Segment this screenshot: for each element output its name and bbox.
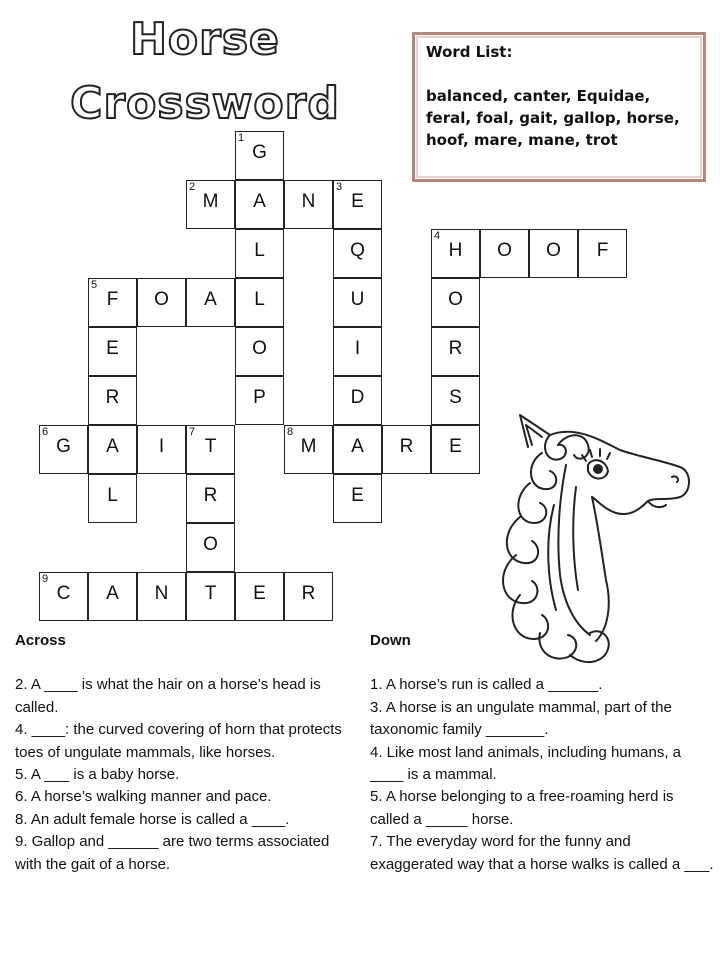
- cell-number: 3: [336, 181, 343, 193]
- cell-letter: E: [449, 436, 462, 457]
- crossword-cell: [333, 376, 382, 425]
- cell-letter: O: [546, 240, 561, 261]
- crossword-cell: [284, 572, 333, 621]
- across-clue: 2. A ____ is what the hair on a horse’s head is called.: [15, 676, 321, 716]
- cell-letter: L: [107, 485, 118, 506]
- cell-letter: N: [154, 583, 169, 604]
- cell-letter: M: [202, 191, 219, 212]
- crossword-cell: [88, 474, 137, 523]
- cell-letter: G: [56, 436, 71, 457]
- cell-letter: O: [252, 338, 267, 359]
- cell-letter: R: [301, 583, 316, 604]
- cell-letter: P: [253, 387, 266, 408]
- across-clue: 9. Gallop and ______ are two terms associated with the gait of a horse.: [15, 833, 330, 873]
- crossword-cell: [529, 229, 578, 278]
- down-clue: 3. A horse is an ungulate mammal, part of the taxonomic family _______.: [370, 698, 672, 739]
- cell-letter: F: [106, 289, 119, 310]
- cell-letter: E: [106, 338, 119, 359]
- cell-number: 1: [238, 132, 245, 144]
- cell-letter: G: [252, 142, 267, 163]
- cell-letter: E: [351, 191, 364, 212]
- cell-letter: F: [596, 240, 609, 261]
- cell-letter: R: [448, 338, 463, 359]
- crossword-cell: [333, 425, 382, 474]
- cell-letter: O: [154, 289, 169, 310]
- crossword-cell: [431, 327, 480, 376]
- crossword-cell: [137, 425, 186, 474]
- crossword-cell: [235, 327, 284, 376]
- cell-number: 4: [434, 230, 441, 242]
- cell-letter: U: [350, 289, 365, 310]
- crossword-cell: [431, 425, 480, 474]
- crossword-cell: [88, 327, 137, 376]
- crossword-cell: [333, 229, 382, 278]
- cell-letter: R: [203, 485, 218, 506]
- cell-letter: I: [354, 338, 361, 359]
- crossword-cell: [333, 474, 382, 523]
- down-clues: [370, 630, 715, 876]
- crossword-cell: [137, 572, 186, 621]
- crossword-cell: [480, 229, 529, 278]
- cell-letter: E: [253, 583, 266, 604]
- cell-letter: A: [253, 191, 266, 212]
- cell-number: 6: [42, 426, 49, 438]
- cell-letter: R: [105, 387, 120, 408]
- cell-letter: A: [106, 583, 119, 604]
- across-clue: 6. A horse’s walking manner and pace.: [15, 788, 272, 806]
- cell-letter: C: [56, 583, 71, 604]
- cell-letter: D: [350, 387, 365, 408]
- down-clue: 4. Like most land animals, including humans, a ____ is a mammal.: [370, 743, 682, 784]
- cell-letter: R: [399, 436, 414, 457]
- crossword-cell: [235, 180, 284, 229]
- cell-number: 7: [189, 426, 196, 438]
- horse-head-icon: [480, 405, 710, 665]
- down-clue: 7. The everyday word for the funny and exaggerated way that a horse walks is called a ___.: [370, 833, 714, 873]
- cell-number: 5: [91, 279, 98, 291]
- across-clues: [15, 630, 360, 876]
- down-clue: 5. A horse belonging to a free-roaming herd is called a _____ horse.: [370, 788, 674, 828]
- title-line-2: Crossword: [70, 78, 340, 129]
- cell-number: 9: [42, 573, 49, 585]
- crossword-cell: [431, 278, 480, 327]
- cell-letter: O: [448, 289, 463, 310]
- across-clue: 8. An adult female horse is called a ____.: [15, 810, 290, 828]
- crossword-cell: [235, 131, 284, 180]
- down-heading: Down: [370, 632, 411, 649]
- cell-letter: H: [448, 240, 463, 261]
- cell-letter: T: [204, 436, 217, 457]
- cell-letter: M: [300, 436, 317, 457]
- down-clue: 1. A horse’s run is called a ______.: [370, 676, 603, 694]
- crossword-cell: [39, 572, 88, 621]
- crossword-cell: [137, 278, 186, 327]
- cell-letter: I: [158, 436, 165, 457]
- crossword-cell: [186, 180, 235, 229]
- crossword-cell: [431, 376, 480, 425]
- crossword-cell: [284, 180, 333, 229]
- crossword-cell: [235, 278, 284, 327]
- crossword-cell: [186, 572, 235, 621]
- crossword-cell: [235, 376, 284, 425]
- word-list-title: Word List:: [426, 43, 513, 61]
- crossword-cell: [186, 523, 235, 572]
- crossword-cell: [39, 425, 88, 474]
- crossword-cell: [88, 425, 137, 474]
- crossword-cell: [186, 278, 235, 327]
- word-list-words: balanced, canter, Equidae, feral, foal, gait, gallop, horse, hoof, mare, mane, trot: [426, 87, 680, 149]
- crossword-cell: [88, 376, 137, 425]
- cell-letter: S: [449, 387, 462, 408]
- cell-letter: N: [301, 191, 316, 212]
- crossword-cell: [235, 572, 284, 621]
- cell-letter: O: [203, 534, 218, 555]
- cell-letter: T: [204, 583, 217, 604]
- cell-letter: Q: [350, 240, 365, 261]
- crossword-cell: [333, 180, 382, 229]
- crossword-cell: [186, 425, 235, 474]
- cell-letter: L: [254, 289, 265, 310]
- cell-letter: A: [204, 289, 217, 310]
- cell-number: 2: [189, 181, 196, 193]
- crossword-cell: [333, 278, 382, 327]
- crossword-cell: [431, 229, 480, 278]
- cell-letter: O: [497, 240, 512, 261]
- cell-letter: E: [351, 485, 364, 506]
- crossword-cell: [382, 425, 431, 474]
- cell-number: 8: [287, 426, 294, 438]
- cell-letter: A: [106, 436, 119, 457]
- across-heading: Across: [15, 632, 66, 649]
- crossword-cell: [88, 572, 137, 621]
- across-clue: 5. A ___ is a baby horse.: [15, 766, 180, 784]
- crossword-cell: [578, 229, 627, 278]
- title-line-1: Horse: [130, 14, 280, 65]
- crossword-cell: [284, 425, 333, 474]
- cell-letter: L: [254, 240, 265, 261]
- cell-letter: A: [351, 436, 364, 457]
- crossword-cell: [186, 474, 235, 523]
- crossword-cell: [333, 327, 382, 376]
- crossword-cell: [235, 229, 284, 278]
- crossword-cell: [88, 278, 137, 327]
- across-clue: 4. ____: the curved covering of horn that protects toes of ungulate mammals, like horses.: [15, 721, 342, 761]
